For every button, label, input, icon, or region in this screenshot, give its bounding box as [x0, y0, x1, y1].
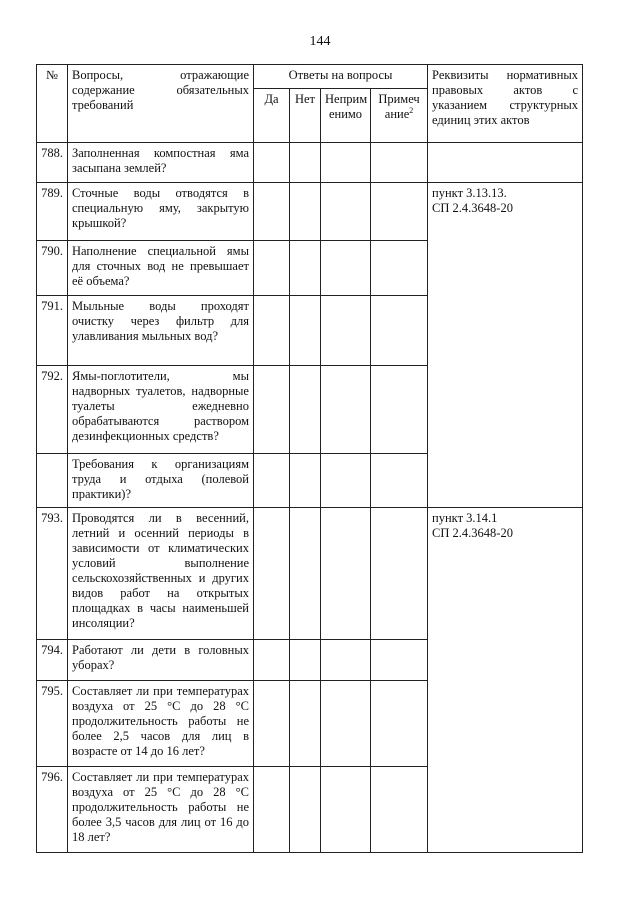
answer-not-applicable-cell[interactable]	[321, 183, 371, 241]
answer-no-cell[interactable]	[290, 296, 321, 366]
answer-yes-cell[interactable]	[254, 143, 290, 183]
answer-yes-cell[interactable]	[254, 296, 290, 366]
table-row	[37, 183, 583, 241]
question-text: Работают ли дети в головных уборах?	[68, 640, 254, 681]
question-text: Проводятся ли в весенний, летний и осенний периоды в зависимости от климатических условий выполнение сельскохозяйственных и других видов работ на открытых площадках в часы наименьшей инсоляции?	[68, 508, 254, 640]
answer-yes-cell[interactable]	[254, 640, 290, 681]
answer-note-cell[interactable]	[371, 681, 428, 767]
answer-not-applicable-cell[interactable]	[321, 767, 371, 853]
page-number: 144	[309, 34, 331, 49]
answer-not-applicable-cell[interactable]	[321, 681, 371, 767]
answer-yes-cell[interactable]	[254, 767, 290, 853]
table-row	[37, 508, 583, 640]
reference-item: пункт 3.14.1	[432, 511, 498, 525]
row-number: 794.	[37, 640, 68, 681]
row-number: 790.	[37, 241, 68, 296]
answer-yes-cell[interactable]	[254, 241, 290, 296]
answer-note-cell[interactable]	[371, 454, 428, 508]
answer-note-cell[interactable]	[371, 508, 428, 640]
requisites-cell	[428, 143, 583, 183]
row-number: 796.	[37, 767, 68, 853]
answer-not-applicable-cell[interactable]	[321, 454, 371, 508]
question-text: Ямы-поглотители, мы надворных туалетов, надворные туалеты ежедневно обрабатываются раствором дезинфекционных средств?	[68, 366, 254, 454]
header-note	[371, 89, 428, 143]
row-number: 791.	[37, 296, 68, 366]
answer-no-cell[interactable]	[290, 454, 321, 508]
answer-not-applicable-cell[interactable]	[321, 296, 371, 366]
header-requisites: Реквизиты нормативных правовых актов с указанием структурных единиц этих актов	[428, 65, 583, 143]
header-not-applicable: Неприм енимо	[321, 89, 371, 143]
header-note-footnote: 2	[409, 105, 414, 115]
header-yes: Да	[254, 89, 290, 143]
row-number: 788.	[37, 143, 68, 183]
answer-not-applicable-cell[interactable]	[321, 143, 371, 183]
requisites-reference	[428, 508, 583, 853]
row-number: 793.	[37, 508, 68, 640]
answer-note-cell[interactable]	[371, 640, 428, 681]
answer-not-applicable-cell[interactable]	[321, 366, 371, 454]
row-number: 792.	[37, 366, 68, 454]
answer-note-cell[interactable]	[371, 183, 428, 241]
question-text: Заполненная компостная яма засыпана землей?	[68, 143, 254, 183]
reference-item: пункт 3.13.13.	[432, 186, 507, 200]
answer-note-cell[interactable]	[371, 767, 428, 853]
reference-act: СП 2.4.3648-20	[432, 526, 513, 540]
section-heading: Требования к организациям труда и отдыха (полевой практики)?	[68, 454, 254, 508]
answer-no-cell[interactable]	[290, 508, 321, 640]
answer-note-cell[interactable]	[371, 143, 428, 183]
header-answers-group: Ответы на вопросы	[254, 65, 428, 89]
requisites-reference	[428, 183, 583, 508]
answer-yes-cell[interactable]	[254, 508, 290, 640]
question-text: Сточные воды отводятся в специальную яму, закрытую крышкой?	[68, 183, 254, 241]
checklist-table	[36, 64, 583, 853]
answer-not-applicable-cell[interactable]	[321, 640, 371, 681]
answer-no-cell[interactable]	[290, 183, 321, 241]
header-no: Нет	[290, 89, 321, 143]
answer-not-applicable-cell[interactable]	[321, 241, 371, 296]
answer-no-cell[interactable]	[290, 143, 321, 183]
answer-note-cell[interactable]	[371, 296, 428, 366]
row-number: 789.	[37, 183, 68, 241]
answer-note-cell[interactable]	[371, 241, 428, 296]
header-note-text: Примеч ание	[378, 92, 420, 121]
answer-yes-cell[interactable]	[254, 183, 290, 241]
answer-no-cell[interactable]	[290, 767, 321, 853]
reference-act: СП 2.4.3648-20	[432, 201, 513, 215]
row-number	[37, 454, 68, 508]
answer-yes-cell[interactable]	[254, 681, 290, 767]
question-text: Составляет ли при температурах воздуха от 25 °С до 28 °С продолжительность работы не более 2,5 часов для лиц в возрасте от 14 до 16 лет?	[68, 681, 254, 767]
answer-note-cell[interactable]	[371, 366, 428, 454]
row-number: 795.	[37, 681, 68, 767]
header-questions: Вопросы, отражающие содержание обязательных требований	[68, 65, 254, 143]
question-text: Мыльные воды проходят очистку через фильтр для улавливания мыльных вод?	[68, 296, 254, 366]
answer-no-cell[interactable]	[290, 640, 321, 681]
question-text: Наполнение специальной ямы для сточных вод не превышает её объема?	[68, 241, 254, 296]
question-text: Составляет ли при температурах воздуха от 25 °С до 28 °С продолжительность работы не более 3,5 часов для лиц от 16 до 18 лет?	[68, 767, 254, 853]
answer-no-cell[interactable]	[290, 681, 321, 767]
header-num: №	[37, 65, 68, 143]
answer-yes-cell[interactable]	[254, 366, 290, 454]
answer-not-applicable-cell[interactable]	[321, 508, 371, 640]
answer-yes-cell[interactable]	[254, 454, 290, 508]
table-row	[37, 143, 583, 183]
answer-no-cell[interactable]	[290, 241, 321, 296]
answer-no-cell[interactable]	[290, 366, 321, 454]
